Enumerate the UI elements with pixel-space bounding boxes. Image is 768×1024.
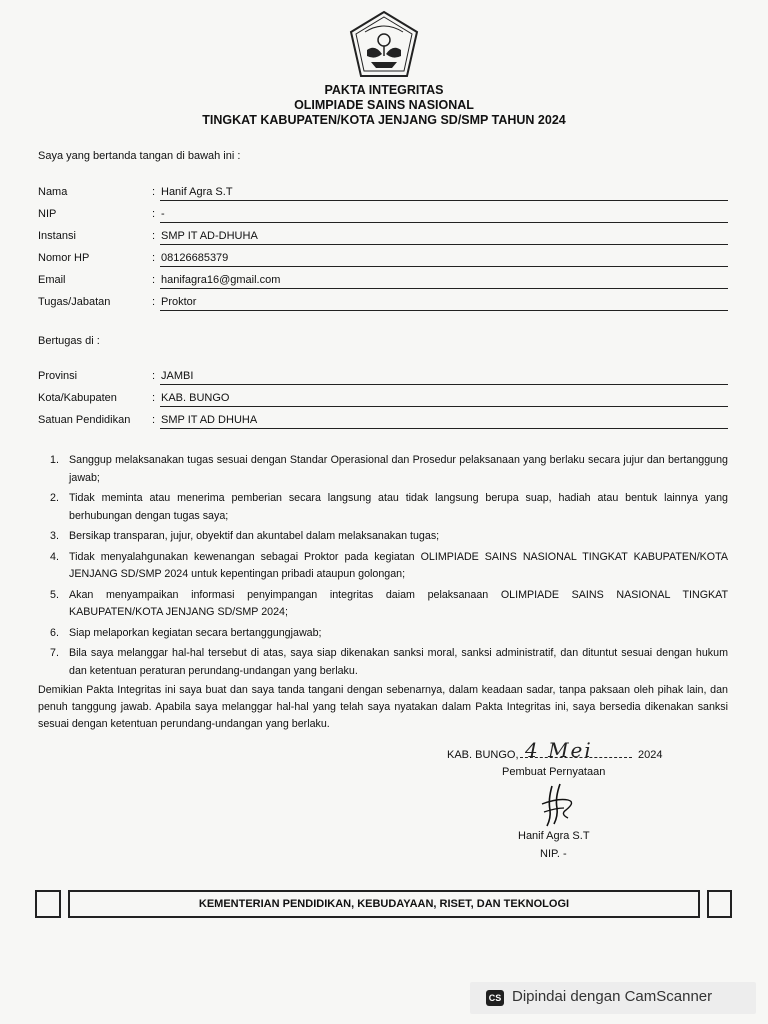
field-colon: : [152,392,156,404]
field-colon: : [152,252,156,264]
field-value-nip: - [161,208,165,220]
document-subtitle: OLIMPIADE SAINS NASIONAL [294,98,474,112]
field-value-nomor-hp: 08126685379 [161,252,229,264]
integrity-statements [50,452,728,680]
field-label-kota: Kota/Kabupaten [38,392,117,404]
assignment-heading: Bertugas di : [38,335,100,347]
field-colon: : [152,296,156,308]
closing-paragraph: Demikian Pakta Integritas ini saya buat dan saya tanda tangani dengan sebenarnya, dalam keadaan sadar, tanpa paksaan oleh pihak lain, dan penuh tanggung jawab. Apabila saya melanggar hal-hal yang telah saya nyatakan dalam Pakta Integritas ini, saya bersedia dikenakan sanksi sesuai dengan ketentuan perundang-undangan yang berlaku. [38,684,728,730]
document-subtitle-level: TINGKAT KABUPATEN/KOTA JENJANG SD/SMP TAHUN 2024 [202,113,566,127]
field-underline [160,406,728,407]
intro-text: Saya yang bertanda tangan di bawah ini : [38,150,241,162]
statement-item: 1. Sanggup melaksanakan tugas sesuai dengan Standar Operasional dan Prosedur pelaksanaan yang berlaku secara jujur dan bertanggung jawab; [50,454,728,484]
tut-wuri-handayani-logo [345,10,423,82]
statement-item: 3. Bersikap transparan, jujur, obyektif dan akuntabel dalam melaksanakan tugas; [50,530,440,542]
camscanner-text: Dipindai dengan CamScanner [512,988,713,1005]
statement-item: 4. Tidak menyalahgunakan kewenangan sebagai Proktor pada kegiatan OLIMPIADE SAINS NASIONAL TINGKAT KABUPATEN/KOTA JENJANG SD/SMP 2024 untuk kepentingan pribadi ataupun golongan; [50,550,728,580]
field-label-jabatan: Tugas/Jabatan [38,296,111,308]
footer-ministry: KEMENTERIAN PENDIDIKAN, KEBUDAYAAN, RISET, DAN TEKNOLOGI [68,890,700,918]
field-label-email: Email [38,274,66,286]
field-value-satuan: SMP IT AD DHUHA [161,414,258,426]
signature-place: KAB. BUNGO, [447,749,519,761]
field-value-email: hanifagra16@gmail.com [161,274,281,286]
statement-item: 7. Bila saya melanggar hal-hal tersebut di atas, saya siap dikenakan sanksi moral, sanksi administratif, dan dituntut sesuai dengan hukum dan ketentuan peraturan perundang-undangan yang berlaku. [50,647,728,677]
field-label-instansi: Instansi [38,230,76,242]
field-underline [160,310,728,311]
field-underline [160,288,728,289]
field-underline [160,384,728,385]
signature-role: Pembuat Pernyataan [502,766,606,778]
signatory-nip: NIP. - [540,848,567,860]
field-underline [160,222,728,223]
field-colon: : [152,186,156,198]
camscanner-badge [470,982,756,1014]
footer-right-box [707,890,732,918]
field-colon: : [152,208,156,220]
statement-item: 6. Siap melaporkan kegiatan secara bertanggungjawab; [50,626,322,639]
field-underline [160,428,728,429]
handwritten-signature [538,782,578,830]
statement-item: 2. Tidak meminta atau menerima pemberian secara langsung atau tidak langsung berupa suap, hadiah atau bentuk lainnya yang berhubungan dengan tugas saya; [50,492,728,522]
field-underline [160,244,728,245]
camscanner-icon: CS [486,990,504,1006]
field-colon: : [152,274,156,286]
footer-left-box [35,890,61,918]
signature-year: 2024 [638,749,663,761]
field-value-instansi: SMP IT AD-DHUHA [161,230,258,242]
document-title: PAKTA INTEGRITAS [324,83,444,97]
field-underline [160,200,728,201]
field-value-kota: KAB. BUNGO [161,392,230,404]
field-label-nama: Nama [38,186,68,198]
statement-item: 5. Akan menyampaikan informasi penyimpangan integritas daiam pelaksanaan OLIMPIADE SAINS NASIONAL TINGKAT KABUPATEN/KOTA JENJANG SD/SMP 2024; [50,588,728,618]
field-value-provinsi: JAMBI [161,370,194,382]
field-value-jabatan: Proktor [161,296,197,308]
field-value-nama: Hanif Agra S.T [161,186,233,198]
field-underline [160,266,728,267]
handwritten-date: 4 Mei [525,738,593,762]
field-label-nomor-hp: Nomor HP [38,252,90,264]
field-colon: : [152,230,156,242]
signatory-name: Hanif Agra S.T [518,830,590,842]
field-label-nip: NIP [38,208,57,220]
field-label-provinsi: Provinsi [38,370,78,382]
field-colon: : [152,370,156,382]
field-label-satuan: Satuan Pendidikan [38,414,131,426]
field-colon: : [152,414,156,426]
